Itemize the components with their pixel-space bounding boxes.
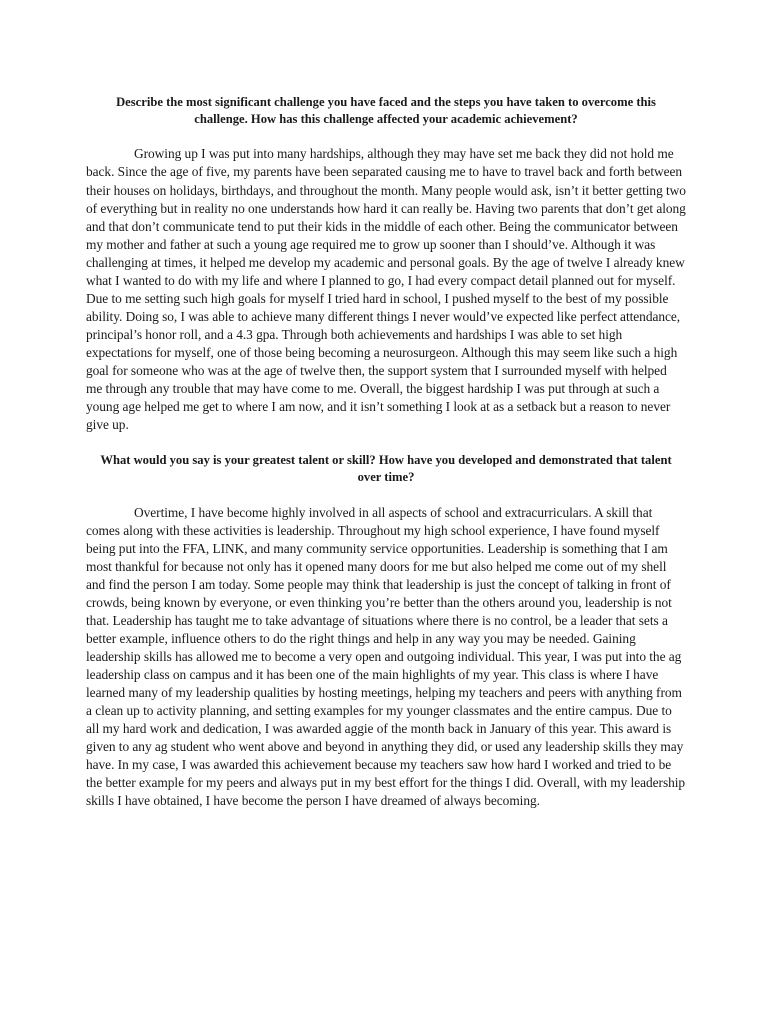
question-2-heading: What would you say is your greatest talent or skill? How have you developed and demonstrated that talent over time? [100, 453, 672, 485]
answer-1-paragraph: Growing up I was put into many hardships, although they may have set me back they did not hold me back. Since the age of five, my parents have been separated causing me to have to travel back and forth between their houses on holidays, birthdays, and throughout the month. Many people would ask, isn’t it better getting two of everything but in reality no one understands how hard it can really be. Having two parents that don’t get along and that don’t communicate tend to put their kids in the middle of each other. Being the communicator between my mother and father at such a young age required me to grow up sooner than I should’ve. Although it was challenging at times, it helped me develop my academic and personal goals. By the age of twelve I already knew what I wanted to do with my life and where I planned to go, I had every compact detail planned out for myself. Due to me setting such high goals for myself I tried hard in school, I pushed myself to the best of my possible ability. Doing so, I was able to achieve many different things I never would’ve expected like perfect attendance, principal’s honor roll, and a 4.3 gpa. Through both achievements and hardships I was able to set high expectations for myself, one of those being becoming a neurosurgeon. Although this may seem like such a high goal for someone who was at the age of twelve then, the support system that I surrounded myself with helped me through any trouble that may have come to me. Overall, the biggest hardship I was put through at such a young age helped me get to where I am now, and it isn’t something I look at as a setback but a reason to never give up. [86, 146, 686, 433]
answer-2-paragraph: Overtime, I have become highly involved in all aspects of school and extracurriculars. A skill that comes along with these activities is leadership. Throughout my high school experience, I have found myself being put into the FFA, LINK, and many community service opportunities. Leadership is something that I am most thankful for because not only has it opened many doors for me but also helped me come out of my shell and find the person I am today. Some people may think that leadership is just the concept of talking in front of crowds, being known by everyone, or even thinking you’re better than the others around you, leadership is not that. Leadership has taught me to take advantage of situations where there is no control, be a leader that sets a better example, influence others to do the right things and help in any way you may be needed. Gaining leadership skills has allowed me to become a very open and outgoing individual. This year, I was put into the ag leadership class on campus and it has been one of the main highlights of my year. This class is where I have learned many of my leadership qualities by hosting meetings, helping my teachers and peers with anything from a clean up to activity planning, and setting examples for my younger classmates and the entire campus. Due to all my hard work and dedication, I was awarded aggie of the month back in January of this year. This award is given to any ag student who went above and beyond in anything they did, or used any leadership skills they may have. In my case, I was awarded this achievement because my teachers saw how hard I worked and tried to be the better example for my peers and always put in my best effort for the things I did. Overall, with my leadership skills I have obtained, I have become the person I have dreamed of always becoming. [86, 504, 686, 809]
question-1-heading: Describe the most significant challenge you have faced and the steps you have taken to overcome this challenge. How has this challenge affected your academic achievement? [116, 95, 656, 127]
essay-body [86, 94, 686, 810]
